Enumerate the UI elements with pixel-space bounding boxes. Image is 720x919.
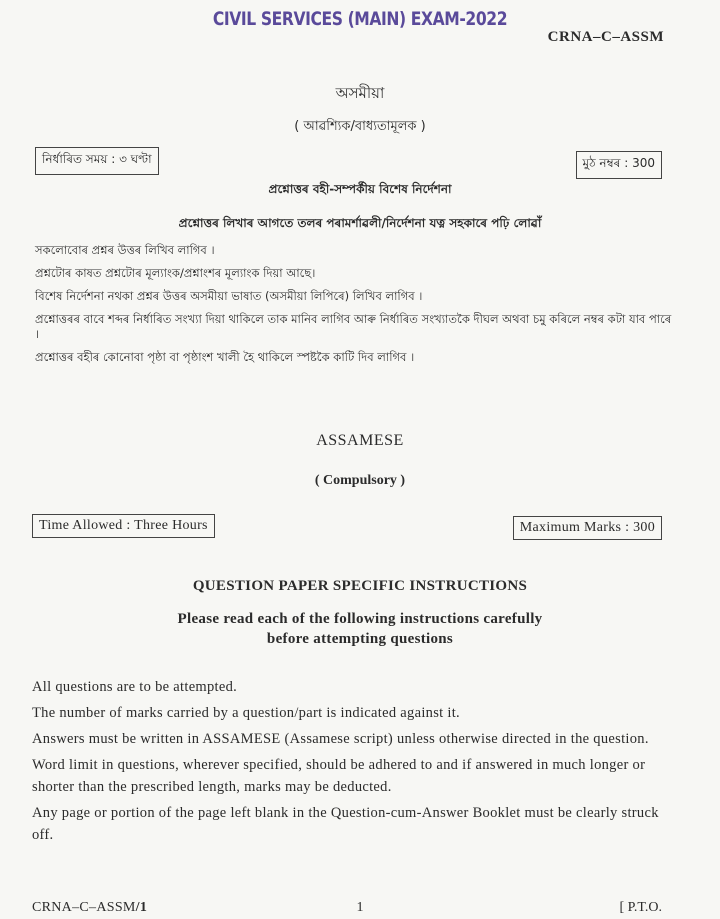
footer-code-text: CRNA–C–ASSM (32, 900, 136, 915)
compulsory-label-english: ( Compulsory ) (314, 473, 406, 488)
instruction-item: প্ৰশ্নোত্তৰ বহীৰ কোনোবা পৃষ্ঠা বা পৃষ্ঠাংশ খালী হৈ থাকিলে স্পষ্টকৈ কাটি দিব লাগিব । (35, 350, 415, 364)
max-marks-box-assamese: মুঠ নম্বৰ : 300 (576, 151, 662, 179)
time-allowed-box-english: Time Allowed : Three Hours (32, 514, 215, 538)
time-allowed-box-assamese: নিৰ্ধাৰিত সময় : ৩ ঘণ্টা (35, 147, 159, 175)
instruction-item: প্ৰশ্নোত্তৰৰ বাবে শব্দৰ নিৰ্ধাৰিত সংখ্যা দিয়া থাকিলে তাক মানিব লাগিব আৰু নিৰ্ধাৰিত সংখ্যাতকৈ দীঘল অথবা চমু কৰিলে নম্বৰ কটা যাব পাৰে । (35, 312, 672, 341)
instruction-item: All questions are to be attempted. (32, 679, 238, 695)
paper-code: CRNA–C–ASSM (547, 29, 664, 45)
compulsory-label-assamese: ( আৱশ্যিক/বাধ্যতামূলক ) (294, 119, 426, 134)
instructions-list-assamese (35, 243, 675, 373)
pto-label: [ P.T.O. (619, 900, 662, 915)
page-number: 1 (356, 900, 364, 915)
instruction-item: Word limit in questions, wherever specified, should be adhered to and if answered in much longer or shorter than the prescribed length, marks may be deducted. (32, 757, 646, 795)
language-heading-assamese: অসমীয়া (335, 84, 385, 102)
instruction-item: The number of marks carried by a question/part is indicated against it. (32, 705, 460, 721)
subheading-line-1: Please read each of the following instructions carefully (177, 611, 543, 627)
instruction-item: বিশেষ নিৰ্দেশনা নথকা প্ৰশ্নৰ উত্তৰ অসমীয়া ভাষাত (অসমীয়া লিপিৰে) লিখিব লাগিব । (35, 289, 423, 303)
instruction-item: Any page or portion of the page left blank in the Question-cum-Answer Booklet must be clearly struck off. (32, 805, 659, 843)
language-heading-english: ASSAMESE (316, 432, 404, 449)
instruction-item: Answers must be written in ASSAMESE (Assamese script) unless otherwise directed in the question. (32, 731, 649, 747)
instruction-item: সকলোবোৰ প্ৰশ্নৰ উত্তৰ লিখিব লাগিব । (35, 243, 215, 257)
instructions-heading-assamese: প্ৰশ্নোত্তৰ বহী-সম্পৰ্কীয় বিশেষ নিৰ্দেশনা (268, 182, 452, 196)
subheading-line-2: before attempting questions (266, 631, 454, 647)
max-marks-box-english: Maximum Marks : 300 (513, 516, 662, 540)
instructions-subheading-english (0, 609, 720, 649)
exam-title: CIVIL SERVICES (MAIN) EXAM-2022 (212, 8, 508, 30)
footer-code-suffix: /1 (135, 900, 148, 915)
instructions-heading-english: QUESTION PAPER SPECIFIC INSTRUCTIONS (192, 578, 528, 594)
instructions-list-english (32, 676, 664, 850)
instructions-subheading-assamese: প্ৰশ্নোত্তৰ লিখাৰ আগতে তলৰ পৰামৰ্শাৱলী/নিৰ্দেশনা যত্ন সহকাৰে পঢ়ি লোৱাঁ (178, 216, 542, 230)
instruction-item: প্ৰশ্নটোৰ কাষত প্ৰশ্নটোৰ মূল্যাংক/প্ৰশ্নাংশৰ মূল্যাংক দিয়া আছে। (35, 266, 316, 280)
